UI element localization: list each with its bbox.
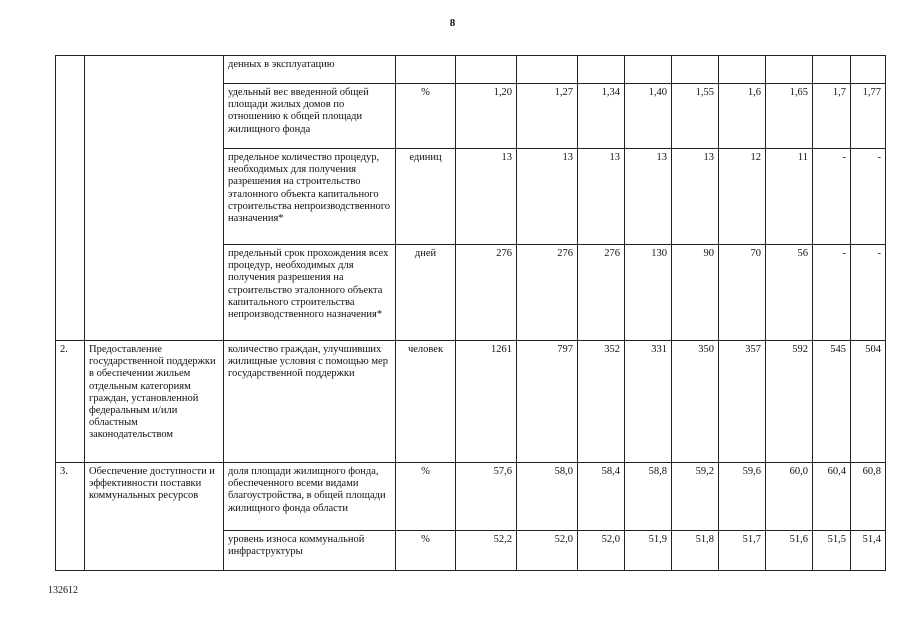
value-cell [813, 56, 851, 84]
row-number-cell [56, 56, 85, 341]
value-cell: - [813, 149, 851, 245]
value-cell: 13 [517, 149, 578, 245]
value-cell: 1,34 [578, 84, 625, 149]
unit-cell [396, 56, 456, 84]
value-cell: 60,8 [851, 463, 886, 531]
value-cell [851, 56, 886, 84]
value-cell: 52,0 [517, 531, 578, 571]
value-cell: 276 [517, 245, 578, 341]
unit-cell: дней [396, 245, 456, 341]
value-cell: 130 [625, 245, 672, 341]
value-cell: 276 [578, 245, 625, 341]
value-cell: 1,40 [625, 84, 672, 149]
task-cell: Обеспечение доступности и эффективности поставки коммунальных ресурсов [85, 463, 224, 571]
value-cell [672, 56, 719, 84]
value-cell: 51,6 [766, 531, 813, 571]
table-row [56, 341, 886, 463]
value-cell: 51,7 [719, 531, 766, 571]
value-cell: 51,9 [625, 531, 672, 571]
value-cell: 58,8 [625, 463, 672, 531]
indicator-cell: предельный срок прохождения всех процедур, необходимых для получения разрешения на строительство эталонного объекта капитального строительства непроизводственного назначения* [224, 245, 396, 341]
value-cell: 12 [719, 149, 766, 245]
value-cell: 59,6 [719, 463, 766, 531]
value-cell: 57,6 [456, 463, 517, 531]
value-cell [719, 56, 766, 84]
value-cell: 13 [578, 149, 625, 245]
value-cell: 1,77 [851, 84, 886, 149]
value-cell: 352 [578, 341, 625, 463]
value-cell: 1,27 [517, 84, 578, 149]
value-cell: - [851, 149, 886, 245]
value-cell: 13 [672, 149, 719, 245]
indicator-cell: количество граждан, улучшивших жилищные условия с помощью мер государственной поддержки [224, 341, 396, 463]
value-cell: 51,4 [851, 531, 886, 571]
document-id: 132612 [48, 585, 78, 596]
value-cell: 90 [672, 245, 719, 341]
table-row [56, 56, 886, 84]
unit-cell: единиц [396, 149, 456, 245]
value-cell [578, 56, 625, 84]
indicator-cell: удельный вес введенной общей площади жилых домов по отношению к общей площади жилищного фонда [224, 84, 396, 149]
value-cell: 1,6 [719, 84, 766, 149]
value-cell: 51,5 [813, 531, 851, 571]
value-cell [517, 56, 578, 84]
value-cell [456, 56, 517, 84]
value-cell: 56 [766, 245, 813, 341]
value-cell: 58,4 [578, 463, 625, 531]
task-cell [85, 56, 224, 341]
task-cell: Предоставление государственной поддержки в обеспечении жильем отдельным категориям граждан, установленной федеральным и/или областным законодательством [85, 341, 224, 463]
value-cell: 350 [672, 341, 719, 463]
value-cell: 58,0 [517, 463, 578, 531]
table-row [56, 463, 886, 531]
value-cell: 52,0 [578, 531, 625, 571]
value-cell: 1,20 [456, 84, 517, 149]
indicator-cell: уровень износа коммунальной инфраструктуры [224, 531, 396, 571]
value-cell: 357 [719, 341, 766, 463]
indicator-cell: денных в эксплуатацию [224, 56, 396, 84]
value-cell: 11 [766, 149, 813, 245]
value-cell: 545 [813, 341, 851, 463]
unit-cell: % [396, 463, 456, 531]
value-cell: 797 [517, 341, 578, 463]
indicator-cell: предельное количество процедур, необходимых для получения разрешения на строительство эталонного объекта капитального строительства непроизводственного назначения* [224, 149, 396, 245]
value-cell [625, 56, 672, 84]
value-cell: 331 [625, 341, 672, 463]
row-number-cell: 2. [56, 341, 85, 463]
value-cell: 52,2 [456, 531, 517, 571]
value-cell: 70 [719, 245, 766, 341]
unit-cell: % [396, 531, 456, 571]
unit-cell: % [396, 84, 456, 149]
value-cell: 504 [851, 341, 886, 463]
value-cell [766, 56, 813, 84]
value-cell: 13 [625, 149, 672, 245]
value-cell: 592 [766, 341, 813, 463]
value-cell: 60,0 [766, 463, 813, 531]
value-cell: 1,55 [672, 84, 719, 149]
value-cell: 13 [456, 149, 517, 245]
indicators-table [55, 55, 886, 571]
unit-cell: человек [396, 341, 456, 463]
indicator-cell: доля площади жилищного фонда, обеспеченного всеми видами благоустройства, в общей площади жилищного фонда области [224, 463, 396, 531]
value-cell: 1,7 [813, 84, 851, 149]
value-cell: 60,4 [813, 463, 851, 531]
value-cell: 59,2 [672, 463, 719, 531]
row-number-cell: 3. [56, 463, 85, 571]
value-cell: 51,8 [672, 531, 719, 571]
value-cell: - [813, 245, 851, 341]
value-cell: 1261 [456, 341, 517, 463]
page-number: 8 [449, 17, 456, 29]
value-cell: 1,65 [766, 84, 813, 149]
value-cell: 276 [456, 245, 517, 341]
value-cell: - [851, 245, 886, 341]
